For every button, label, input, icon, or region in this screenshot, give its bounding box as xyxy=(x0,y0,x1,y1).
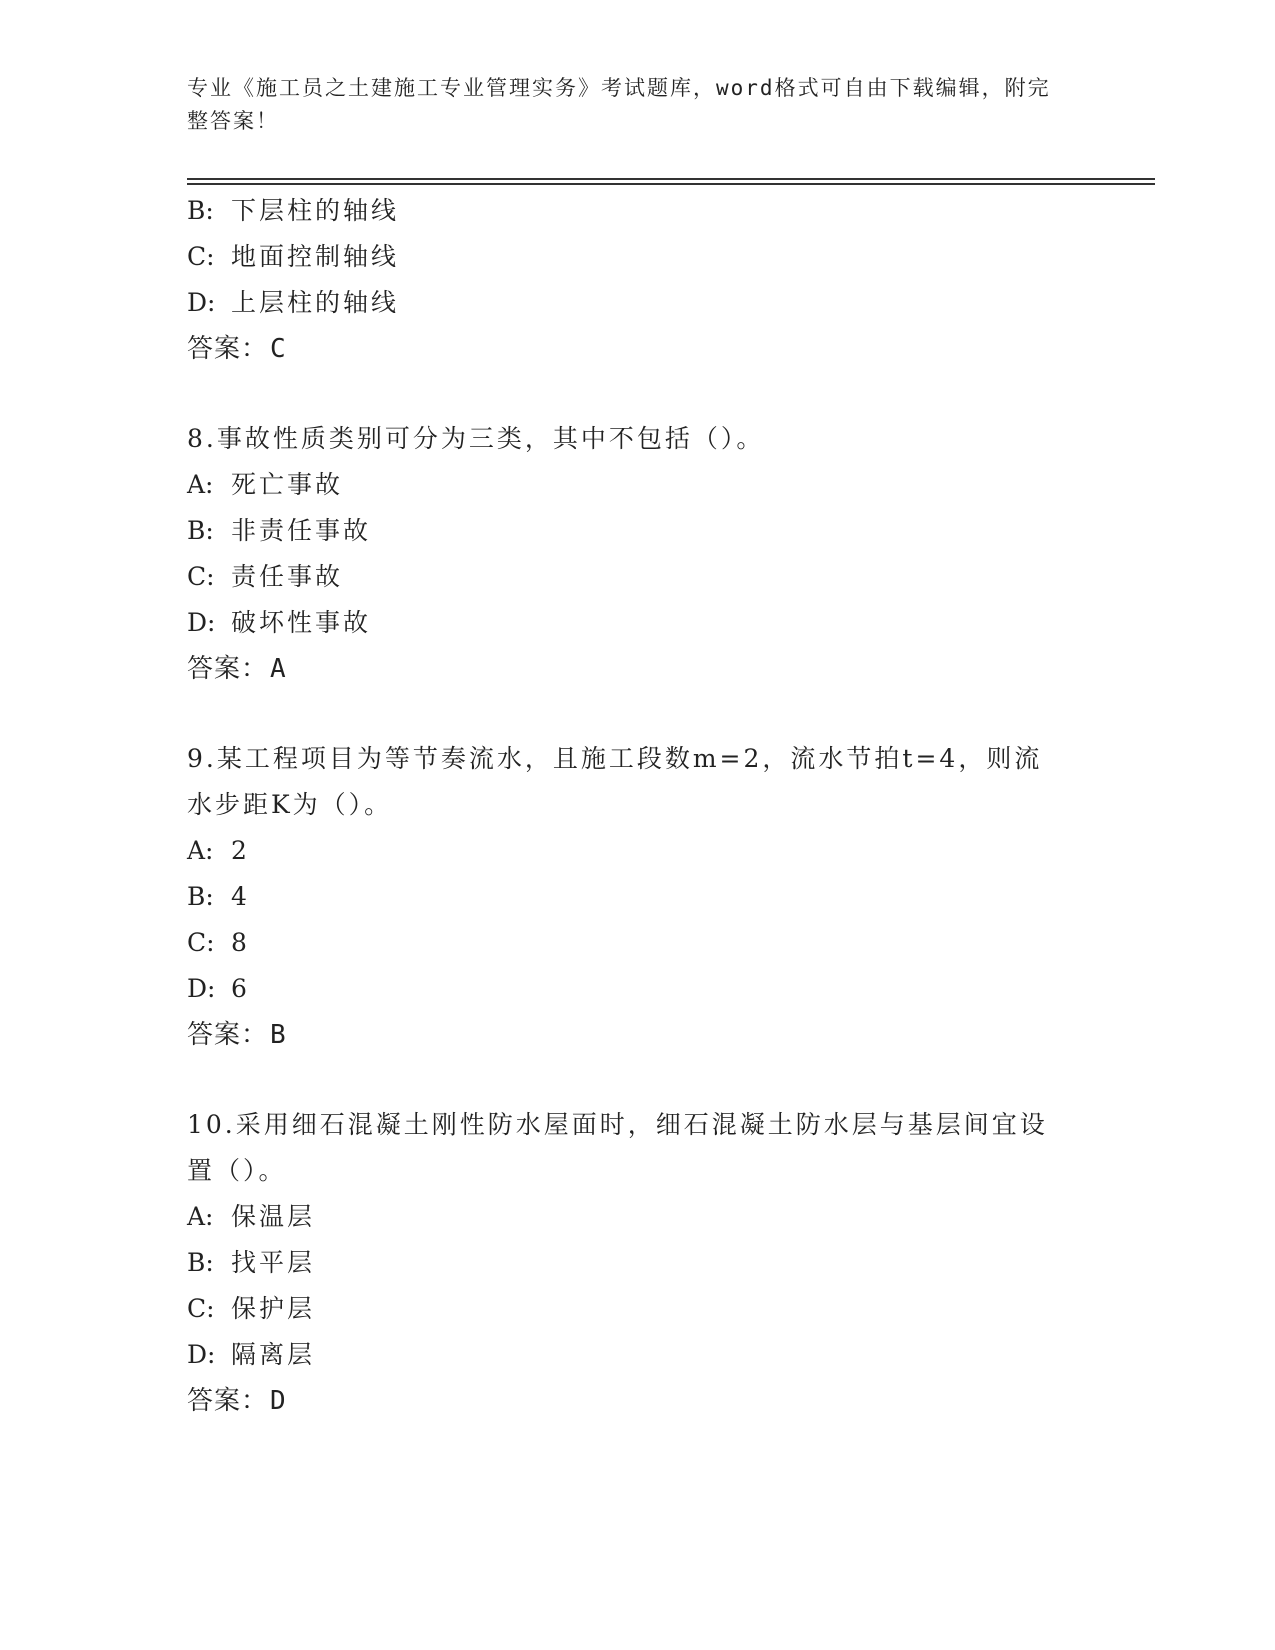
answer-value: C xyxy=(270,334,287,364)
option-d xyxy=(187,600,1087,646)
question-stem: 10.采用细石混凝土刚性防水屋面时，细石混凝土防水层与基层间宜设置（）。 xyxy=(187,1110,1048,1185)
option-text: 8 xyxy=(231,928,250,957)
option-key: D: xyxy=(187,974,216,1003)
option-key: C: xyxy=(187,928,215,957)
option-key: D: xyxy=(187,288,216,317)
option-text: 上层柱的轴线 xyxy=(231,288,400,317)
option-key: B: xyxy=(187,882,214,911)
option-b xyxy=(187,188,1087,234)
answer-line xyxy=(187,326,1087,372)
option-text: 保温层 xyxy=(231,1202,316,1231)
question-10 xyxy=(187,1102,1087,1424)
option-text: 非责任事故 xyxy=(231,516,372,545)
option-text: 地面控制轴线 xyxy=(231,242,400,271)
option-c xyxy=(187,554,1087,600)
option-b xyxy=(187,508,1087,554)
option-a xyxy=(187,1194,1087,1240)
question-9 xyxy=(187,736,1087,1058)
question-stem: 8.事故性质类别可分为三类，其中不包括（）。 xyxy=(187,424,765,453)
option-text: 4 xyxy=(231,882,250,911)
option-text: 破坏性事故 xyxy=(231,608,372,637)
option-text: 隔离层 xyxy=(231,1340,316,1369)
option-key: B: xyxy=(187,516,214,545)
option-b xyxy=(187,1240,1087,1286)
option-a xyxy=(187,462,1087,508)
answer-line xyxy=(187,646,1087,692)
option-d xyxy=(187,280,1087,326)
option-text: 保护层 xyxy=(231,1294,316,1323)
option-key: D: xyxy=(187,1340,216,1369)
header-intro-text: 专业《施工员之土建施工专业管理实务》考试题库，word格式可自由下载编辑，附完整答案！ xyxy=(187,76,1051,133)
option-c xyxy=(187,234,1087,280)
question-stem: 9.某工程项目为等节奏流水，且施工段数m=2，流水节拍t=4，则流水步距K为（）。 xyxy=(187,744,1043,819)
answer-line xyxy=(187,1012,1087,1058)
option-d xyxy=(187,966,1087,1012)
option-text: 2 xyxy=(231,836,250,865)
option-key: C: xyxy=(187,242,215,271)
option-b xyxy=(187,874,1087,920)
answer-label: 答案： xyxy=(187,1386,269,1416)
option-text: 6 xyxy=(231,974,250,1003)
header-divider-top xyxy=(187,178,1155,180)
option-key: A: xyxy=(187,836,214,865)
option-text: 责任事故 xyxy=(231,562,344,591)
document-header xyxy=(187,72,1067,138)
question-fragment xyxy=(187,188,1087,372)
option-key: C: xyxy=(187,1294,215,1323)
option-key: D: xyxy=(187,608,216,637)
question-8 xyxy=(187,416,1087,692)
answer-value: D xyxy=(270,1386,287,1416)
option-c xyxy=(187,920,1087,966)
option-key: A: xyxy=(187,470,214,499)
option-text: 死亡事故 xyxy=(231,470,344,499)
answer-label: 答案： xyxy=(187,334,269,364)
answer-label: 答案： xyxy=(187,654,269,684)
answer-value: B xyxy=(270,1020,287,1050)
option-text: 找平层 xyxy=(231,1248,316,1277)
option-c xyxy=(187,1286,1087,1332)
answer-label: 答案： xyxy=(187,1020,269,1050)
option-d xyxy=(187,1332,1087,1378)
option-a xyxy=(187,828,1087,874)
question-list xyxy=(187,188,1087,1468)
option-key: A: xyxy=(187,1202,214,1231)
answer-line xyxy=(187,1378,1087,1424)
answer-value: A xyxy=(270,654,287,684)
header-divider-bottom xyxy=(187,183,1155,185)
option-key: C: xyxy=(187,562,215,591)
option-text: 下层柱的轴线 xyxy=(231,196,400,225)
option-key: B: xyxy=(187,196,214,225)
option-key: B: xyxy=(187,1248,214,1277)
